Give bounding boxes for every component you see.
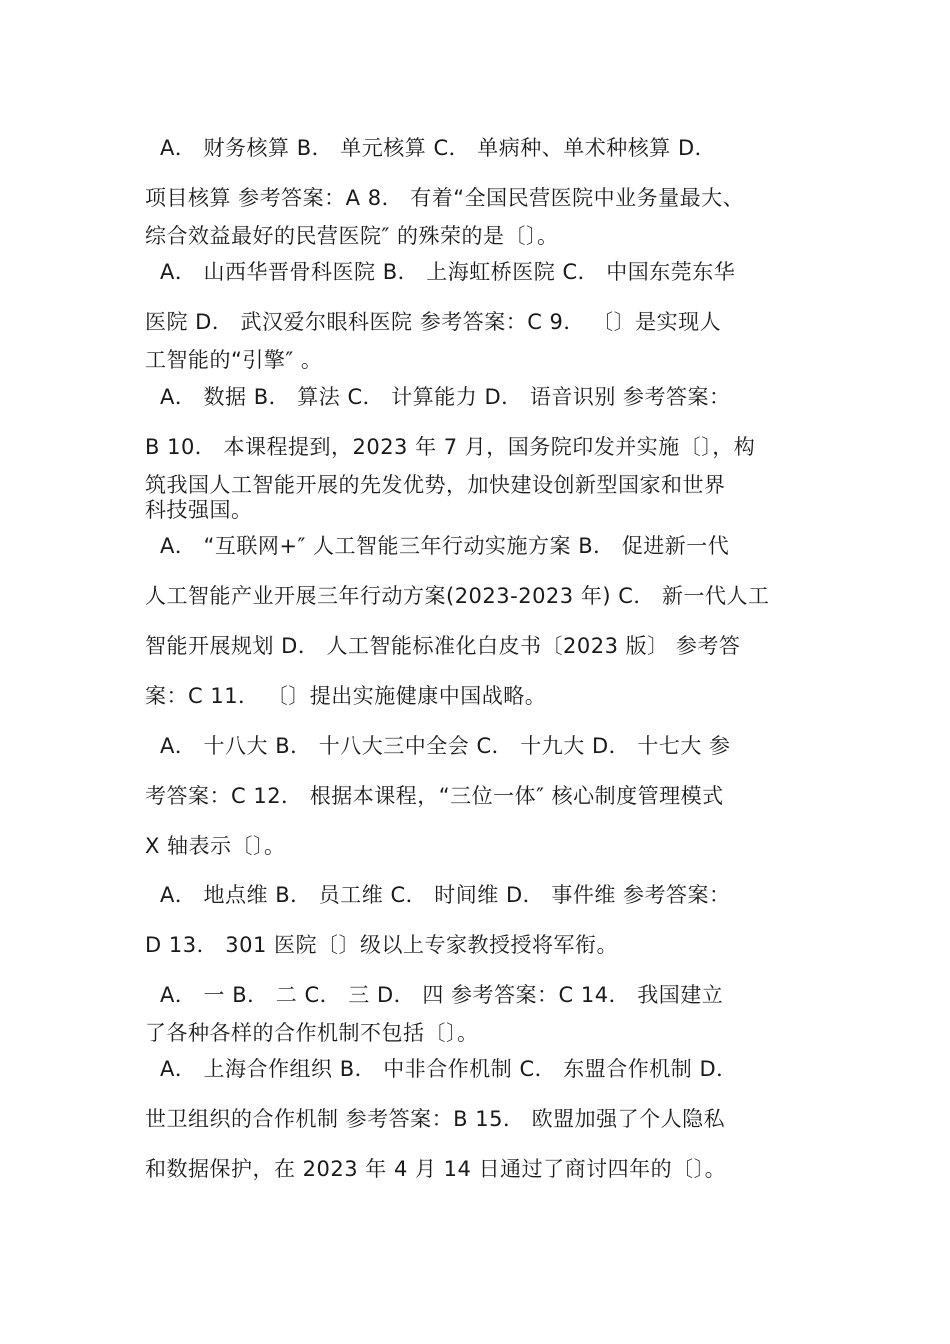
text-line: A． 上海合作组织 B． 中非合作机制 C． 东盟合作机制 D． <box>160 1057 738 1081</box>
text-line: 科技强国。 <box>145 498 253 522</box>
text-line: 项目核算 参考答案：A 8． 有着“全国民营医院中业务量最大、 <box>145 186 745 210</box>
text-line: A． 财务核算 B． 单元核算 C． 单病种、单术种核算 D． <box>160 136 717 160</box>
text-line: D 13． 301 医院〔〕级以上专家教授授将军衔。 <box>145 933 618 957</box>
text-line: A． 一 B． 二 C． 三 D． 四 参考答案：C 14． 我国建立 <box>160 983 724 1007</box>
text-line: X 轴表示〔〕。 <box>145 834 286 858</box>
text-line: 工智能的“引擎″ 。 <box>145 348 323 372</box>
text-line: A． 数据 B． 算法 C． 计算能力 D． 语音识别 参考答案： <box>160 385 731 409</box>
text-line: 案：C 11． 〔〕提出实施健康中国战略。 <box>145 684 547 708</box>
text-line: 筑我国人工智能开展的先发优势，加快建设创新型国家和世界 <box>145 473 726 497</box>
text-line: 世卫组织的合作机制 参考答案：B 15． 欧盟加强了个人隐私 <box>145 1107 726 1131</box>
text-line: 和数据保护，在 2023 年 4 月 14 日通过了商讨四年的〔〕。 <box>145 1157 727 1181</box>
text-line: 医院 D． 武汉爱尔眼科医院 参考答案：C 9． 〔〕是实现人 <box>145 310 722 334</box>
text-line: 综合效益最好的民营医院″ 的殊荣的是〔〕。 <box>145 224 559 248</box>
text-line: B 10． 本课程提到，2023 年 7 月，国务院印发并实施〔〕，构 <box>145 435 756 459</box>
text-line: 智能开展规划 D． 人工智能标准化白皮书〔2023 版〕 参考答 <box>145 634 741 658</box>
text-line: 人工智能产业开展三年行动方案(2023-2023 年) C． 新一代人工 <box>145 584 770 608</box>
text-line: A． “互联网+″ 人工智能三年行动实施方案 B． 促进新一代 <box>160 534 730 558</box>
text-line: A． 十八大 B． 十八大三中全会 C． 十九大 D． 十七大 参 <box>160 734 731 758</box>
text-line: A． 山西华晋骨科医院 B． 上海虹桥医院 C． 中国东莞东华 <box>160 260 736 284</box>
text-line: A． 地点维 B． 员工维 C． 时间维 D． 事件维 参考答案： <box>160 883 731 907</box>
text-line: 了各种各样的合作机制不包括〔〕。 <box>145 1021 479 1045</box>
text-line: 考答案：C 12． 根据本课程，“三位一体″ 核心制度管理模式 <box>145 784 724 808</box>
